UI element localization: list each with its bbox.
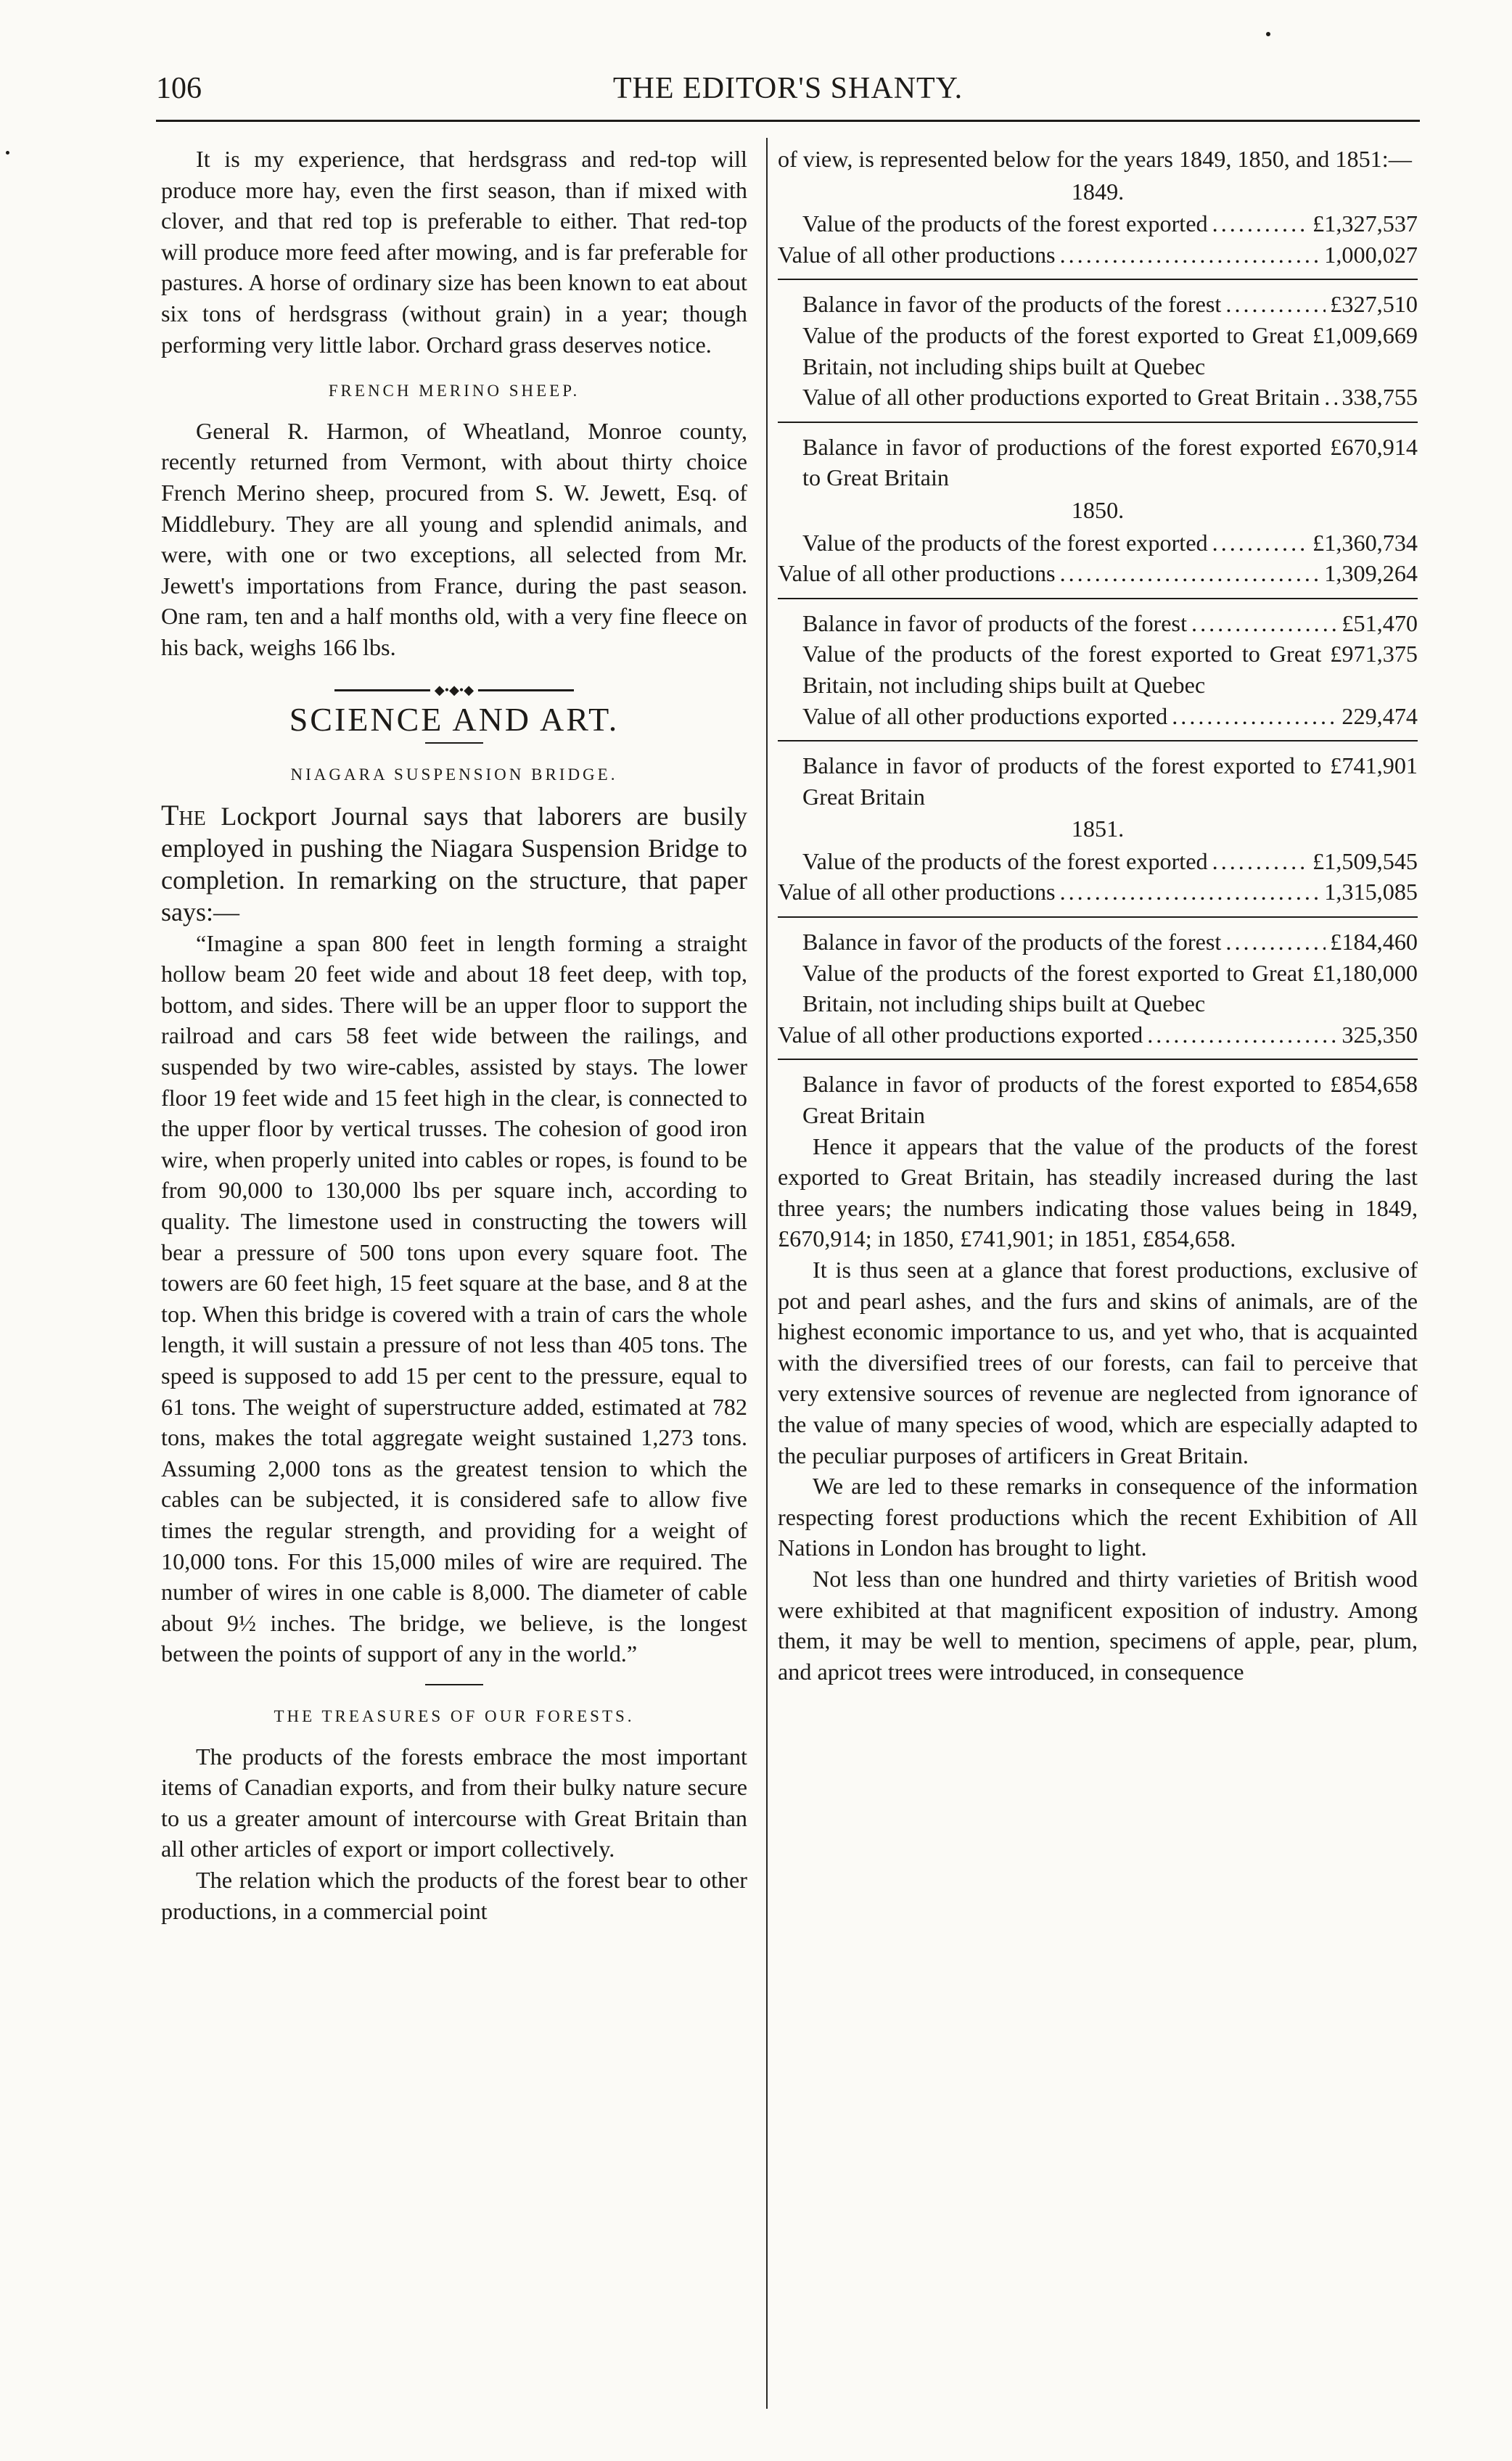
- ledger-label: Value of the products of the forest exported: [802, 847, 1208, 874]
- leader-dots: [1324, 382, 1337, 413]
- ledger-row: [778, 432, 1418, 493]
- ledger-amount: £670,914: [1330, 433, 1418, 460]
- ledger-label: Balance in favor of products of the forest: [802, 609, 1188, 636]
- sum-rule: [778, 916, 1418, 918]
- ledger-amount: £327,510: [1330, 291, 1418, 318]
- niagara-intro-text: Lockport Journal says that laborers are busily employed in pushing the Niagara Suspension Bridge to completion. In remarking on the structure, that paper says:—: [161, 801, 747, 927]
- ledger-row: [778, 846, 1418, 877]
- hence-paragraph: Hence it appears that the value of the products of the forest exported to Great Britain, has steadily increased during the last three years; the numbers indicating those values being in 1849, £670,914; in 1850, £741,901; in 1851, £854,658.: [778, 1133, 1418, 1252]
- ledger-label: Value of all other productions exported to Great Britain: [802, 384, 1320, 411]
- ledger-label: Balance in favor of the products of the forest: [802, 291, 1222, 318]
- ledger-label: Balance in favor of the products of the forest: [802, 929, 1222, 956]
- ledger-label: Value of the products of the forest exported: [802, 529, 1208, 556]
- ledger-row: [778, 608, 1418, 639]
- niagara-quote-paragraph: “Imagine a span 800 feet in length forming a straight hollow beam 20 feet wide and about 18 feet deep, with top, bottom, and sides. There will be an upper floor to support the railroad and cars 58 feet wide between the railings, and suspended by two wire-cables, assisted by stays. The lower floor 19 feet wide and 15 feet high in the clear, is connected to the upper floor by vertical trusses. The cohesion of good iron wire, when properly united into cables or ropes, is found to be from 90,000 to 130,000 lbs per square inch, according to quality. The limestone used in constructing the towers will bear a pressure of 500 tons upon every square foot. The towers are 60 feet high, 15 feet square at the base, and 8 at the top. When this bridge is covered with a train of cars the whole length, it will sustain a pressure of not less than 405 tons. The speed is supposed to add 15 per cent to the pressure, equal to 61 tons. The weight of superstructure added, estimated at 782 tons, makes the total aggregate weight sustained 1,273 tons. Assuming 2,000 tons as the greatest tension to which the cables can be subjected, it is considered safe to allow five times the regular strength, and providing for a weight of 10,000 tons. For this 15,000 miles of wire are required. The number of wires in one cable is 8,000. The diameter of cable about 9½ inches. The bridge, we believe, is the longest between the points of support of any in the world.”: [161, 929, 747, 1667]
- leader-dots: [1060, 876, 1320, 908]
- ledger-label: Value of the products of the forest exported: [802, 210, 1208, 237]
- sum-rule: [778, 598, 1418, 599]
- sum-rule: [778, 740, 1418, 741]
- ledger-row: [778, 701, 1418, 732]
- leader-dots: [1172, 701, 1337, 732]
- ledger-label: Balance in favor of products of the forest exported to Great Britain: [802, 752, 1322, 810]
- ledger-amount: £1,180,000: [1312, 959, 1418, 986]
- ledger-label: Balance in favor of products of the forest exported to Great Britain: [802, 1071, 1322, 1129]
- leader-dots: [1212, 527, 1309, 559]
- leader-dots: [1060, 239, 1320, 271]
- ledger-label: Value of all other productions exported: [802, 702, 1168, 729]
- leader-dots: [1212, 208, 1309, 239]
- ledger-amount: 229,474: [1342, 702, 1418, 729]
- section-title: SCIENCE AND ART.: [289, 700, 620, 738]
- year-label: 1850.: [1071, 496, 1125, 523]
- year-block-1849: [778, 176, 1418, 493]
- ledger-row: [778, 320, 1418, 382]
- leader-dots: [1060, 558, 1320, 589]
- ledger-label: Balance in favor of productions of the forest exported to Great Britain: [802, 433, 1322, 491]
- ledger-row: [778, 750, 1418, 812]
- right-column: [778, 144, 1418, 1687]
- dropcap: The: [161, 798, 206, 831]
- ledger-row: [778, 289, 1418, 320]
- leader-dots: [1147, 1019, 1337, 1051]
- ledger-row: [778, 638, 1418, 700]
- remarks-paragraph: We are led to these remarks in consequence of the information respecting forest productions which the recent Exhibition of All Nations in London has brought to light.: [778, 1473, 1418, 1561]
- sum-rule: [778, 1059, 1418, 1060]
- glance-paragraph: It is thus seen at a glance that forest productions, exclusive of pot and pearl ashes, and the furs and skins of animals, are of the highest economic importance to us, and yet who, that is acquainted with the diversified trees of our forests, can fail to perceive that very extensive sources of revenue are neglected from ignorance of the value of many species of wood, which are especially adapted to the peculiar purposes of artificers in Great Britain.: [778, 1257, 1418, 1468]
- page-number: 106: [156, 72, 202, 105]
- year-block-1850: [778, 495, 1418, 812]
- forests-heading: THE TREASURES OF OUR FORESTS.: [274, 1706, 635, 1725]
- ledger-label: Value of the products of the forest exported to Great Britain, not including ships built at Quebec: [802, 321, 1304, 379]
- ledger-row: [778, 958, 1418, 1019]
- ledger-amount: 1,309,264: [1324, 560, 1418, 587]
- ledger-row: [778, 208, 1418, 239]
- ledger-amount: 1,000,027: [1324, 241, 1418, 268]
- ledger-label: Value of all other productions exported: [778, 1021, 1143, 1048]
- ledger-label: Value of the products of the forest exported to Great Britain, not including ships built at Quebec: [802, 641, 1322, 698]
- year-label: 1851.: [1071, 815, 1125, 842]
- ledger-row: [778, 927, 1418, 958]
- ledger-row: [778, 1019, 1418, 1051]
- leader-dots: [1212, 846, 1309, 877]
- continuation-line: of view, is represented below for the years 1849, 1850, and 1851:—: [778, 146, 1412, 172]
- year-block-1851: [778, 813, 1418, 1130]
- leader-dots: [1225, 289, 1326, 320]
- sum-rule: [778, 279, 1418, 280]
- ink-speck: [6, 151, 9, 155]
- section-ornament: [334, 682, 574, 697]
- ink-speck: [1266, 32, 1270, 36]
- ledger-row: [778, 876, 1418, 908]
- ledger-amount: £184,460: [1330, 929, 1418, 956]
- forests-paragraph-2: The relation which the products of the forest bear to other productions, in a commercial point: [161, 1866, 747, 1924]
- sum-rule: [778, 422, 1418, 423]
- ledger-row: [778, 1069, 1418, 1130]
- ledger-amount: £51,470: [1342, 609, 1418, 636]
- ledger-amount: 1,315,085: [1324, 879, 1418, 905]
- niagara-intro-paragraph: [161, 800, 747, 928]
- ledger-amount: £971,375: [1330, 641, 1418, 667]
- running-head: THE EDITOR'S SHANTY.: [612, 72, 964, 105]
- ledger-row: [778, 527, 1418, 559]
- ledger-amount: £1,009,669: [1312, 321, 1418, 348]
- ledger-amount: £741,901: [1330, 752, 1418, 779]
- short-rule: [425, 742, 483, 744]
- french-merino-heading: FRENCH MERINO SHEEP.: [328, 382, 580, 400]
- french-merino-paragraph: General R. Harmon, of Wheatland, Monroe county, recently returned from Vermont, with about thirty choice French Merino sheep, procured from S. W. Jewett, Esq. of Middlebury. They are all young and splendid animals, and were, with one or two exceptions, all selected from Mr. Jewett's importations from France, during the past season. One ram, ten and a half months old, with a very fine fleece on his back, weighs 166 lbs.: [161, 417, 747, 660]
- ledger-amount: £1,509,545: [1312, 847, 1418, 874]
- leader-dots: [1191, 608, 1337, 639]
- ledger-row: [778, 239, 1418, 271]
- ornament-glyphs: ◆•◆•◆: [430, 681, 478, 699]
- varieties-paragraph: Not less than one hundred and thirty varieties of British wood were exhibited at that magnificent exposition of industry. Among them, it may be well to mention, specimens of apple, pear, plum, and apricot trees were introduced, in consequence: [778, 1565, 1418, 1685]
- ledger-amount: £1,327,537: [1312, 210, 1418, 237]
- ledger-label: Value of all other productions: [778, 879, 1056, 905]
- ledger-label: Value of all other productions: [778, 560, 1056, 587]
- ledger-amount: 338,755: [1342, 384, 1418, 411]
- year-label: 1849.: [1071, 178, 1125, 205]
- niagara-bridge-heading: NIAGARA SUSPENSION BRIDGE.: [290, 765, 618, 784]
- short-rule: [425, 1684, 483, 1685]
- ledger-label: Value of the products of the forest exported to Great Britain, not including ships built at Quebec: [802, 959, 1304, 1017]
- ledger-label: Value of all other productions: [778, 241, 1056, 268]
- herdsgrass-paragraph: It is my experience, that herdsgrass and red-top will produce more hay, even the first season, than if mixed with clover, and that red top is preferable to either. That red-top will produce more feed after mowing, and is far preferable for pastures. A horse of ordinary size has been known to eat about six tons of herdsgrass (without grain) in a year; though performing very little labor. Orchard grass deserves notice.: [161, 146, 747, 358]
- ledger-row: [778, 558, 1418, 589]
- leader-dots: [1225, 927, 1326, 958]
- ledger-row: [778, 382, 1418, 413]
- ledger-amount: 325,350: [1342, 1021, 1418, 1048]
- ledger-amount: £1,360,734: [1312, 529, 1418, 556]
- header-rule: [156, 120, 1420, 122]
- ledger-amount: £854,658: [1330, 1071, 1418, 1098]
- forests-paragraph-1: The products of the forests embrace the most important items of Canadian exports, and from their bulky nature secure to us a greater amount of intercourse with Great Britain than all other articles of export or import collectively.: [161, 1743, 747, 1862]
- left-column: [161, 144, 747, 1926]
- column-divider: [766, 138, 768, 2409]
- page-header: [156, 71, 1420, 115]
